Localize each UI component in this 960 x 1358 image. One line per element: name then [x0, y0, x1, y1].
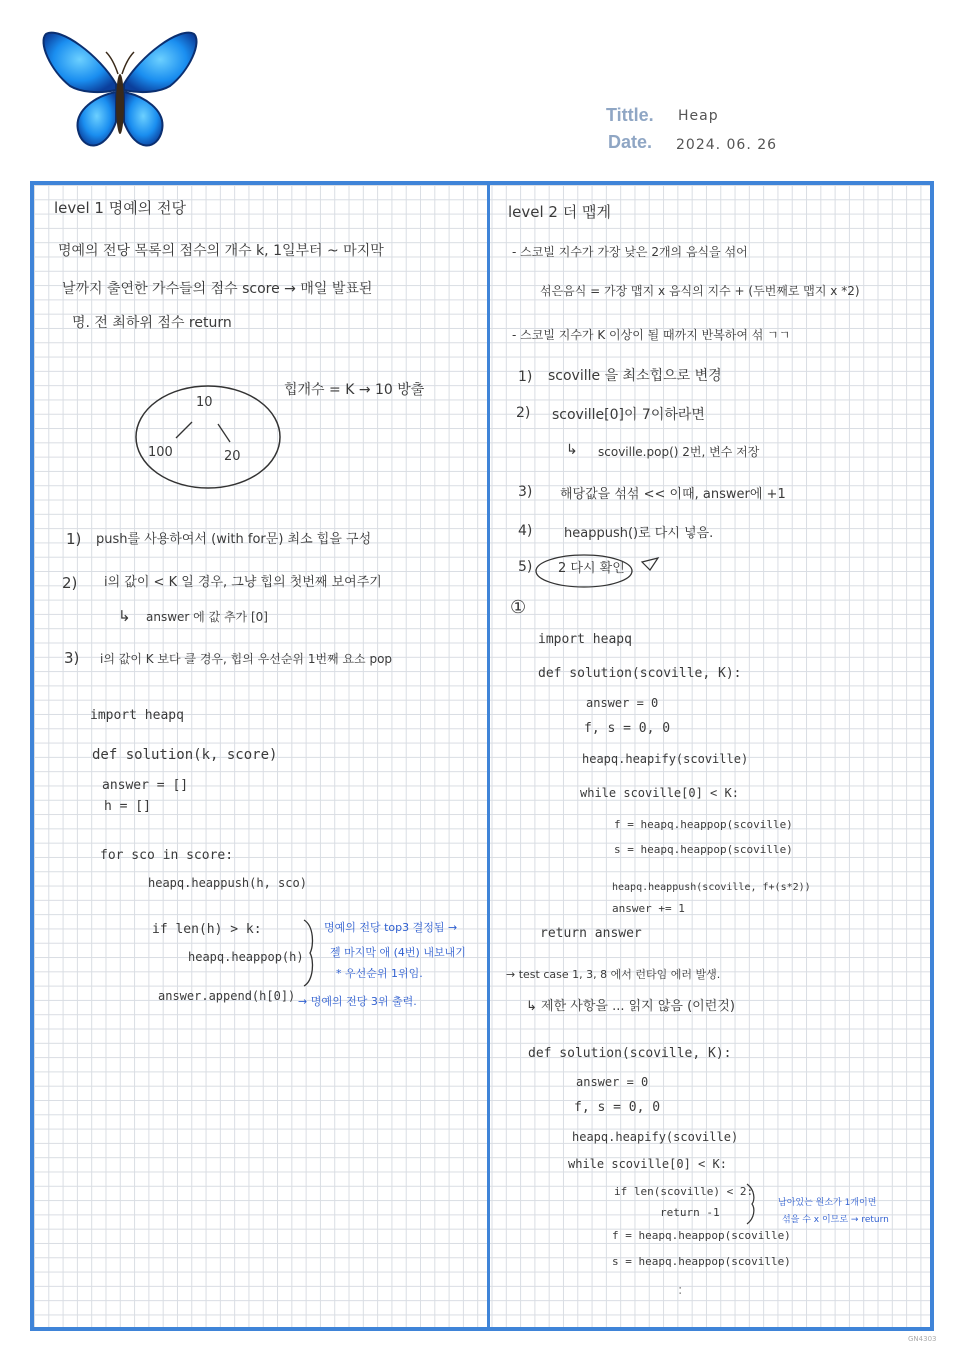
heap-node-left: 100	[148, 445, 173, 460]
code-line: heapq.heappop(h)	[188, 950, 304, 964]
ellipsis-mark: :	[678, 1283, 683, 1298]
column-divider	[487, 181, 490, 1331]
left-heading: level 1 명예의 전당	[54, 199, 186, 217]
test-note-2: ↳ 제한 사항을 ... 읽지 않음 (이런것)	[526, 999, 735, 1014]
blue-note: 남아있는 원소가 1개이면	[778, 1198, 877, 1208]
code-line: heapq.heapify(scoville)	[582, 752, 749, 766]
code-line: def solution(k, score)	[92, 747, 278, 763]
code-line: answer.append(h[0])	[158, 989, 296, 1003]
code-line: f = heapq.heappop(scoville)	[612, 1229, 791, 1242]
butterfly-icon	[40, 26, 200, 160]
blue-note: → 명예의 전당 3위 출력.	[298, 995, 417, 1008]
right-step-text: scoville[0]이 7이하라면	[552, 407, 705, 423]
right-step-text: 2 다시 확인	[558, 561, 625, 576]
code-line: def solution(scoville, K):	[538, 666, 742, 681]
right-line: 섞은음식 = 가장 맵지 x 음식의 지수 + (두번째로 맵지 x *2)	[540, 284, 860, 298]
left-step-num: 3)	[64, 649, 80, 667]
blue-note: 젤 마지막 애 (4번) 내보내기	[330, 946, 466, 959]
left-step-text: answer 에 값 추가 [0]	[146, 610, 268, 624]
left-step-text: i의 값이 K 보다 클 경우, 힙의 우선순위 1번째 요소 pop	[100, 652, 393, 666]
left-step-num: 1)	[66, 530, 82, 548]
blue-note: 섞을 수 x 이므로 → return	[782, 1215, 889, 1225]
code-line: return -1	[660, 1206, 720, 1219]
test-note: → test case 1, 3, 8 에서 런타임 에러 발생.	[506, 968, 721, 981]
title-label: Tittle.	[606, 105, 654, 125]
code-line: f, s = 0, 0	[584, 721, 671, 736]
code-line: import heapq	[90, 708, 184, 723]
code-line: import heapq	[538, 632, 632, 647]
date-value: 2024. 06. 26	[676, 137, 778, 153]
code-line: s = heapq.heappop(scoville)	[612, 1255, 791, 1268]
watermark: GN4303	[908, 1335, 937, 1343]
code-line: heapq.heapify(scoville)	[572, 1130, 739, 1144]
code-line: answer = 0	[576, 1075, 649, 1089]
heap-node-top: 10	[196, 395, 213, 410]
code-line: if len(scoville) < 2:	[614, 1185, 754, 1198]
right-step-num: 3)	[518, 484, 533, 500]
right-step-text: scoville.pop() 2번, 변수 저장	[598, 445, 760, 459]
left-step-text: push를 사용하여서 (with for문) 최소 힙을 구성	[96, 532, 372, 547]
code-line: if len(h) > k:	[152, 922, 262, 937]
date-label: Date.	[608, 132, 653, 152]
right-heading: level 2 더 맵게	[508, 203, 611, 221]
left-step-num: ↳	[118, 607, 131, 625]
left-step-text: i의 값이 < K 일 경우, 그냥 힙의 첫번째 보여주기	[104, 575, 382, 590]
right-step-num: 4)	[518, 523, 533, 539]
code-line: f = heapq.heappop(scoville)	[614, 818, 793, 831]
right-line: - 스코빌 지수가 가장 낮은 2개의 음식을 섞어	[512, 245, 748, 259]
heap-note: 힙개수 = K → 10 방출	[284, 382, 425, 398]
left-desc-line: 명. 전 최하위 점수 return	[72, 315, 232, 331]
circle-mark: ①	[510, 597, 527, 618]
title-value: Heap	[678, 108, 719, 124]
code-line: h = []	[104, 799, 151, 814]
code-line: for sco in score:	[100, 848, 234, 863]
code-line: heapq.heappush(h, sco)	[148, 876, 307, 890]
brace-mark	[300, 918, 320, 988]
left-desc-line: 명예의 전당 목록의 점수의 개수 k, 1일부터 ~ 마지막	[58, 243, 384, 259]
blue-note: 명예의 전당 top3 결정됨 →	[324, 921, 458, 934]
blue-note: * 우선순위 1위임.	[336, 967, 423, 980]
code-line: s = heapq.heappop(scoville)	[614, 843, 793, 856]
left-step-num: 2)	[62, 574, 78, 592]
brace-mark	[744, 1182, 760, 1226]
code-line: while scoville[0] < K:	[580, 786, 739, 800]
code-line: answer += 1	[612, 902, 685, 915]
right-line: - 스코빌 지수가 K 이상이 될 때까지 반복하여 섞 ㄱㄱ	[512, 328, 791, 342]
right-step-text: heappush()로 다시 넣음.	[564, 526, 714, 541]
code-line: return answer	[540, 926, 642, 941]
heap-node-right: 20	[224, 449, 241, 464]
code-line: answer = 0	[586, 696, 659, 710]
right-step-num: 2)	[516, 405, 531, 421]
right-step-num: 5)	[518, 559, 533, 575]
code-line: heapq.heappush(scoville, f+(s*2))	[612, 882, 811, 893]
code-line: answer = []	[102, 778, 189, 793]
code-line: def solution(scoville, K):	[528, 1046, 732, 1061]
right-step-num: 1)	[518, 369, 533, 385]
code-line: while scoville[0] < K:	[568, 1157, 727, 1171]
right-step-num: ↳	[566, 442, 578, 458]
code-line: f, s = 0, 0	[574, 1100, 661, 1115]
right-step-text: scoville 을 최소힙으로 변경	[548, 368, 722, 384]
left-desc-line: 날까지 출연한 가수들의 점수 score → 매일 발표된	[62, 281, 373, 297]
right-step-text: 해당값을 섞섞 << 이때, answer에 +1	[560, 487, 786, 502]
